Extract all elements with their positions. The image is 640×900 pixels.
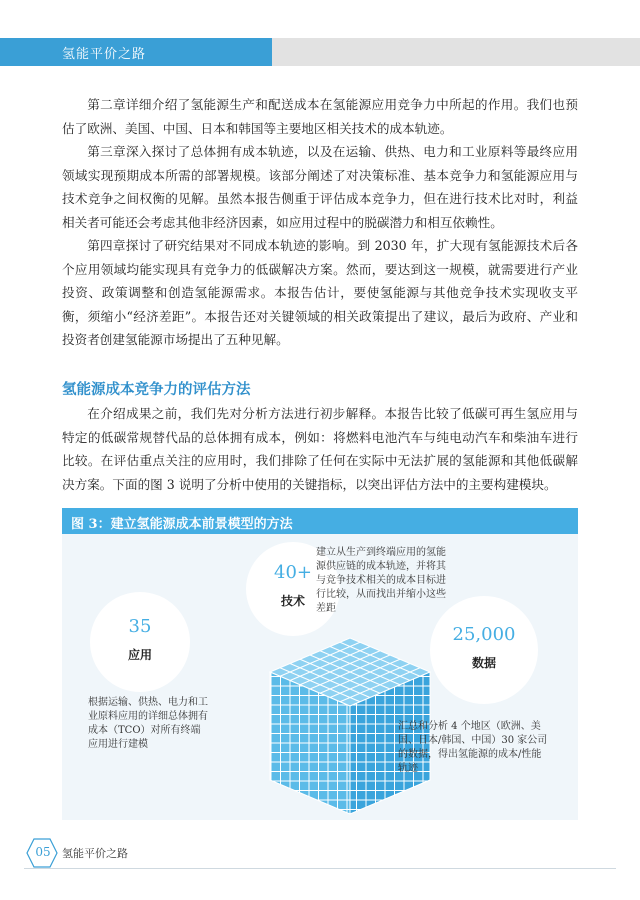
- paragraph-chapter-2: 第二章详细介绍了氢能源生产和配送成本在氢能源应用竞争力中所起的作用。我们也预估了欧洲、美国、中国、日本和韩国等主要地区相关技术的成本轨迹。: [62, 97, 578, 136]
- app-label: 应用: [127, 648, 152, 662]
- data-label: 数据: [471, 656, 496, 670]
- data-note: 汇总和分析 4 个地区（欧洲、美国、日本/韩国、中国）30 家公司的数据，得出氢能源的成本/性能轨迹: [398, 721, 548, 774]
- tech-label: 技术: [280, 594, 305, 608]
- header-title: 氢能平价之路: [62, 47, 147, 62]
- footer-divider: [24, 868, 616, 869]
- page-header: [0, 38, 640, 66]
- header-bar-gray: [272, 38, 640, 66]
- page-number: 05: [35, 845, 51, 859]
- app-count: 35: [128, 616, 152, 637]
- figure-header: [62, 508, 578, 534]
- tech-note: 建立从生产到终端应用的氢能源供应链的成本轨迹，并将其与竞争技术相关的成本目标进行比较，从而找出并缩小这些差距: [316, 547, 446, 614]
- section-title: 氢能源成本竞争力的评估方法: [62, 382, 251, 398]
- footer-title: 氢能平价之路: [62, 847, 128, 860]
- paragraph-method: 在介绍成果之前，我们先对分析方法进行初步解释。本报告比较了低碳可再生氢应用与特定的低碳常规替代品的总体拥有成本，例如：将燃料电池汽车与纯电动汽车和柴油车进行比较。在评估重点关注的应用时，我们排除了任何在实际中无法扩展的氢能源和其他低碳解决方案。下面的图 3 说明了分析中使用的关键指标，以突出评估方法中的主要构建模块。: [62, 406, 578, 492]
- data-count: 25,000: [452, 624, 516, 645]
- paragraph-chapter-3: 第三章深入探讨了总体拥有成本轨迹，以及在运输、供热、电力和工业原料等最终应用领域实现预期成本所需的部署规模。该部分阐述了对决策标准、基本竞争力和氢能源应用与技术竞争之间权衡的见解。虽然本报告侧重于评估成本竞争力，但在进行技术比对时，利益相关者可能还会考虑其他非经济因素，如应用过程中的脱碳潜力和相互依赖性。: [62, 144, 578, 230]
- data-circle: [430, 596, 538, 704]
- figure-3: [62, 508, 578, 820]
- app-circle: [90, 592, 190, 692]
- app-note: 根据运输、供热、电力和工业原料应用的详细总体拥有成本（TCO）对所有终端应用进行建模: [88, 697, 208, 750]
- intro-text: [62, 93, 578, 352]
- section-text: [62, 402, 578, 496]
- tech-count: 40+: [274, 562, 312, 583]
- paragraph-chapter-4: 第四章探讨了研究结果对不同成本轨迹的影响。到 2030 年，扩大现有氢能源技术后各个应用领域均能实现具有竞争力的低碳解决方案。然而，要达到这一规模，就需要进行产业投资、政策调整和创造氢能源需求。本报告估计，要使氢能源与其他竞争技术实现收支平衡，须缩小“经济差距”。本报告还对关键领域的相关政策提出了建议，最后为政府、产业和投资者创建氢能源市场提出了五种见解。: [62, 238, 578, 347]
- figure-title: 图 3：建立氢能源成本前景模型的方法: [71, 517, 293, 532]
